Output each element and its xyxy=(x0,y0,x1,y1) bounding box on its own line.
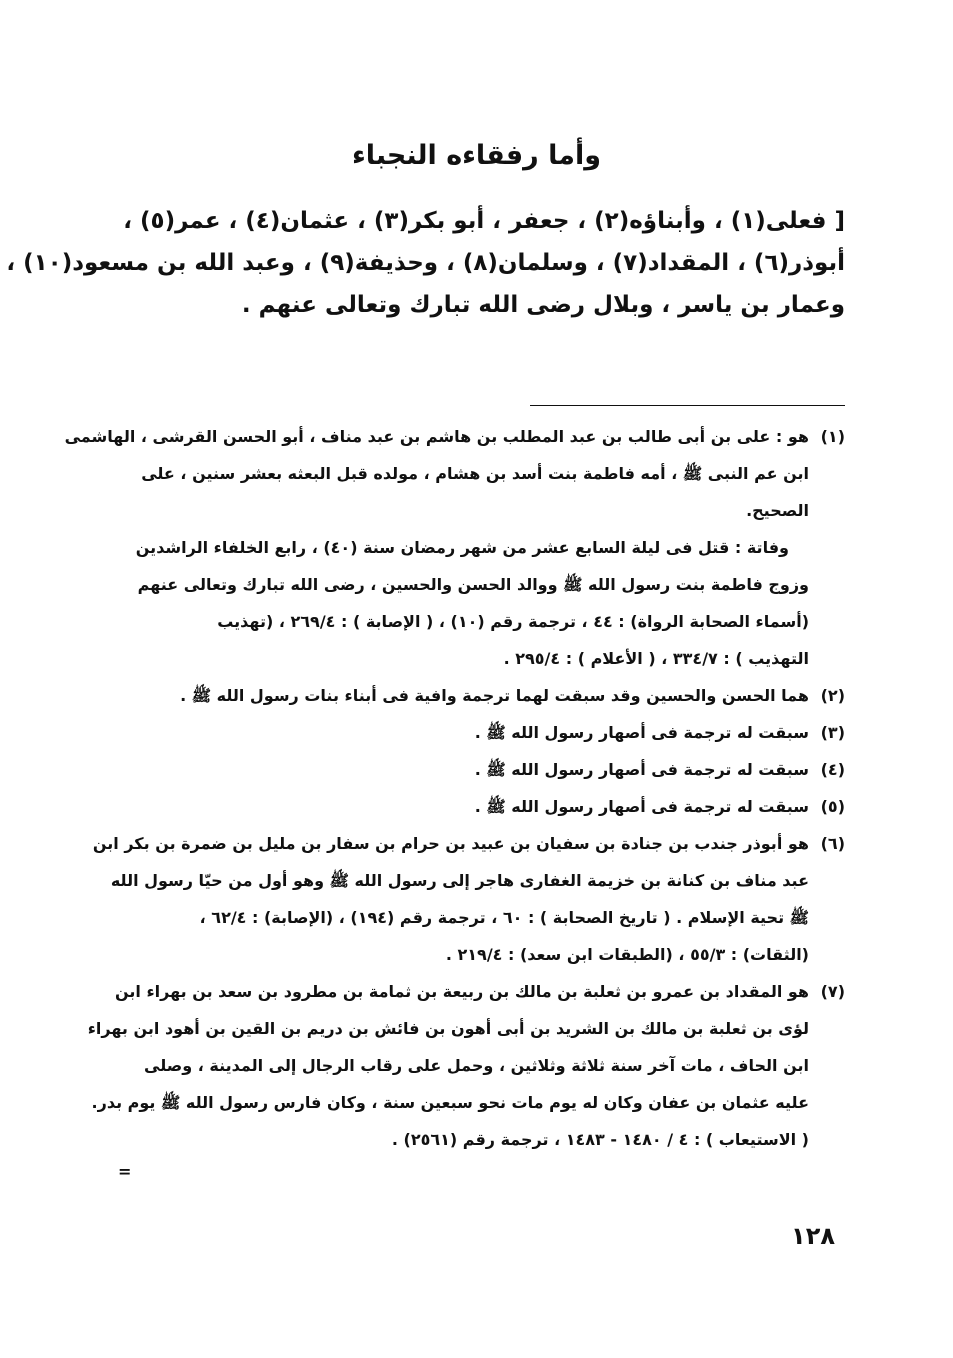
footnote-line: ابن عم النبى ﷺ ، أمه فاطمة بنت أسد بن هشام ، مولده قبل البعثه بعشر سنين ، على xyxy=(141,464,809,483)
footnote-7 xyxy=(87,973,845,1158)
footnotes xyxy=(64,418,845,1158)
main-line: [ فعلى(١) ، وأبناؤه(٢) ، جعفر ، أبو بكر(٣) ، عثمان(٤) ، عمر(٥) ، xyxy=(123,208,845,234)
footnote-line: سبقت له ترجمة فى أصهار رسول الله ﷺ . xyxy=(474,797,809,816)
footnote-number: (٤) xyxy=(820,760,845,779)
footnote-line: عليه عثمان بن عفان وكان له يوم مات نحو سبعين سنة ، وكان فارس رسول الله ﷺ يوم بدر. xyxy=(91,1093,809,1112)
footnote-2 xyxy=(105,677,845,714)
footnote-line: ﷺ تحية الإسلام . ( تاريخ الصحابة ) : ٦٠ ، ترجمة رقم (١٩٤) ، (الإصابة) : ٦٢/٤ ، xyxy=(199,908,809,927)
footnote-line: وزوج فاطمة بنت رسول الله ﷺ ووالد الحسن والحسين ، رضى الله تبارك وتعالى عنهم xyxy=(137,575,809,594)
footnote-number: (٣) xyxy=(820,723,845,742)
footnote-line: (أسماء الصحابة الرواة) : ٤٤ ، ترجمة رقم (١٠) ، ( الإصابة ) : ٢٦٩/٤ ، (تهذيب xyxy=(217,612,809,631)
footnote-divider xyxy=(530,405,845,406)
page-number: ١٢٨ xyxy=(791,1222,835,1250)
footnote-line: هو المقداد بن عمرو بن ثعلبة بن مالك بن ربيعة بن ثمامة بن مطرود بن سعد بن بهراء ابن xyxy=(114,982,809,1001)
footnote-line: سبقت له ترجمة فى أصهار رسول الله ﷺ . xyxy=(474,760,809,779)
footnote-line: سبقت له ترجمة فى أصهار رسول الله ﷺ . xyxy=(474,723,809,742)
footnote-1-continued xyxy=(105,529,845,677)
footnote-4 xyxy=(105,751,845,788)
footnote-6 xyxy=(92,825,845,973)
footnote-line: هما الحسن والحسين وقد سبقت لهما ترجمة وافية فى أبناء بنات رسول الله ﷺ . xyxy=(180,686,809,705)
footnote-line: وفاتة : قتل فى ليلة السابع عشر من شهر رمضان سنة (٤٠) ، رابع الخلفاء الراشدين xyxy=(135,538,789,557)
footnote-5 xyxy=(105,788,845,825)
footnote-line: عبد مناف بن كنانة بن خزيمة الغفارى هاجر إلى رسول الله ﷺ وهو أول من حيّا رسول الله xyxy=(110,871,809,890)
footnote-number: (١) xyxy=(820,427,845,446)
footnote-number: (٧) xyxy=(820,982,845,1001)
section-heading: وأما رفقاءه النجباء xyxy=(351,140,602,171)
footnote-number: (٥) xyxy=(820,797,845,816)
main-paragraph xyxy=(6,200,845,326)
footnote-line: التهذيب ) : ٣٣٤/٧ ، ( الأعلام ) : ٢٩٥/٤ . xyxy=(503,649,809,668)
footnote-line: (الثقات) : ٥٥/٣ ، (الطبقات ابن سعد) : ٢١٩/٤ . xyxy=(445,945,809,964)
footnote-line: الصحيح. xyxy=(746,501,809,520)
footnote-number: (٦) xyxy=(820,834,845,853)
continuation-mark: = xyxy=(118,1162,132,1181)
footnote-line: هو أبوذر جندب بن جنادة بن سفيان بن عبيد بن حرام بن سفار بن مليل بن ضمرة بن بكر ابن xyxy=(92,834,809,853)
main-line: أبوذر(٦) ، المقداد(٧) ، وسلمان(٨) ، وحذيفة(٩) ، وعبد الله بن مسعود(١٠) ، xyxy=(6,250,845,276)
main-line: وعمار بن ياسر ، وبلال رضى الله تبارك وتعالى عنهم . xyxy=(241,292,845,318)
footnote-number: (٢) xyxy=(820,686,845,705)
footnote-3 xyxy=(105,714,845,751)
footnote-line: ابن الحاف ، مات آخر سنة ثلاثة وثلاثين ، وحمل على رقاب الرجال إلى المدينة ، وصلى xyxy=(144,1056,809,1075)
footnote-1 xyxy=(64,418,845,529)
footnote-line: لؤى بن ثعلبة بن مالك بن الشريد بن أبى أهون بن فائش بن دريم بن القين بن أهود ابن بهراء xyxy=(87,1019,809,1038)
footnote-line: ( الاستيعاب ) : ٤ / ١٤٨٠ - ١٤٨٣ ، ترجمة رقم (٢٥٦١) . xyxy=(391,1130,809,1149)
footnote-line: هو : على بن أبى طالب بن عبد المطلب بن هاشم بن عبد مناف ، أبو الحسن القرشى ، الهاشمى xyxy=(64,427,809,446)
